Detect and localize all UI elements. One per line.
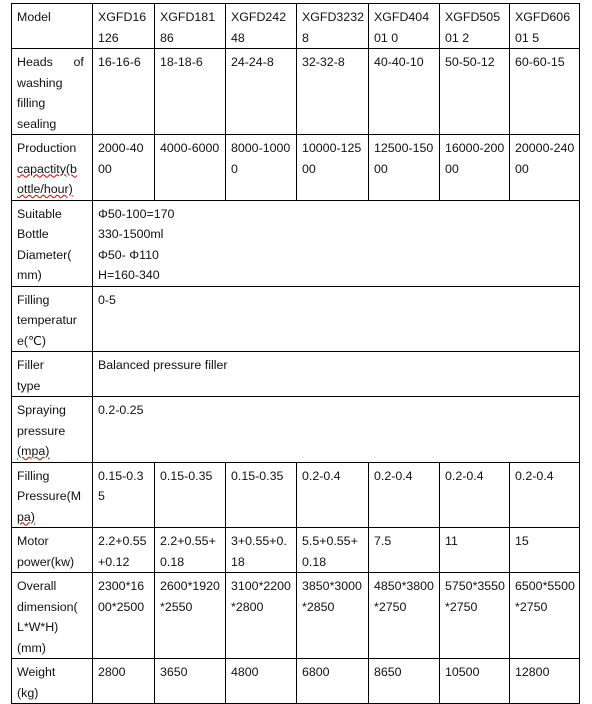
row-label <box>12 397 93 463</box>
label-line: e(℃) <box>17 333 47 348</box>
value-cell: 5.5+0.55+0.18 <box>297 528 369 573</box>
value-cell: 20000-24000 <box>510 135 580 201</box>
value-cell: 32-32-8 <box>297 49 369 135</box>
value-cell: 16-16-6 <box>93 49 155 135</box>
label-line: (kg) <box>17 685 39 700</box>
value-cell: 12500-15000 <box>369 135 440 201</box>
value-cell: 11 <box>440 528 510 573</box>
overall-dimension-row <box>12 573 580 659</box>
value-line: Φ50- Φ110 <box>98 247 159 262</box>
filling-temperature-row <box>12 286 580 352</box>
label-line: filling <box>17 96 46 110</box>
value-cell: 6800 <box>297 659 369 704</box>
value-cell: 60-60-15 <box>510 49 580 135</box>
value-cell: 15 <box>510 528 580 573</box>
value-cell: 2000-4000 <box>93 135 155 201</box>
label-line: Production <box>17 141 77 155</box>
value-cell: 8000-10000 <box>226 135 297 201</box>
value-cell: 10000-12500 <box>297 135 369 201</box>
value-line: H=160-340 <box>98 268 160 282</box>
row-label <box>12 352 93 397</box>
value-line: Φ50-100=170 <box>98 206 175 221</box>
value-cell: 50-50-12 <box>440 49 510 135</box>
value-cell: 0.15-0.35 <box>226 462 297 528</box>
value-cell: 7.5 <box>369 528 440 573</box>
heads-row <box>12 49 580 135</box>
row-label <box>12 286 93 352</box>
row-label <box>12 659 93 704</box>
specification-table <box>11 3 580 704</box>
label-line: Suitable <box>17 206 62 221</box>
label-line: capactity(b <box>17 161 77 176</box>
value-cell: 12800 <box>510 659 580 704</box>
model-cell: XGFD60601 5 <box>510 4 580 49</box>
value-cell: 10500 <box>440 659 510 704</box>
value-cell: 0.2-0.25 <box>93 397 580 463</box>
label-line: (mm) <box>17 640 46 655</box>
label-line: sealing <box>17 116 57 131</box>
model-cell: XGFD32328 <box>297 4 369 49</box>
label-line: Heads of <box>17 55 84 69</box>
value-cell: 0-5 <box>93 286 580 352</box>
label-line: Filler <box>17 358 44 372</box>
label-line: dimension( <box>17 599 78 614</box>
label-line: Bottle <box>17 227 49 241</box>
value-cell: 0.15-0.35 <box>93 462 155 528</box>
label-line: washing <box>17 75 63 90</box>
value-cell: 3100*2200*2800 <box>226 573 297 659</box>
label-line: (mpa) <box>17 444 50 458</box>
value-cell: 0.2-0.4 <box>440 462 510 528</box>
label-line: Weight <box>17 665 56 679</box>
label-line: pa) <box>17 509 35 524</box>
row-label <box>12 49 93 135</box>
motor-power-row <box>12 528 580 573</box>
label-line: Overall <box>17 579 57 593</box>
value-cell: 0.15-0.35 <box>155 462 226 528</box>
label-line: L*W*H) <box>17 620 59 634</box>
row-label <box>12 462 93 528</box>
value-cell: 3+0.55+0.18 <box>226 528 297 573</box>
label-line: Spraying <box>17 403 66 417</box>
value-cell: 3850*3000*2850 <box>297 573 369 659</box>
label-line: Filling <box>17 292 50 307</box>
label-line: mm) <box>17 268 42 282</box>
value-cell: 40-40-10 <box>369 49 440 135</box>
value-cell: 2800 <box>93 659 155 704</box>
model-cell: XGFD24248 <box>226 4 297 49</box>
spraying-pressure-row <box>12 397 580 463</box>
label-line: type <box>17 378 41 393</box>
value-cell <box>93 200 580 286</box>
model-cell: XGFD16126 <box>93 4 155 49</box>
model-row <box>12 4 580 49</box>
model-cell: XGFD50501 2 <box>440 4 510 49</box>
label-line: Diameter( <box>17 247 72 262</box>
value-line: 330-1500ml <box>98 227 164 241</box>
value-cell: 0.2-0.4 <box>297 462 369 528</box>
label-line: power(kw) <box>17 554 75 569</box>
label-line: Filling <box>17 468 50 483</box>
value-cell: 16000-20000 <box>440 135 510 201</box>
value-cell: 2600*1920*2550 <box>155 573 226 659</box>
row-label: Model <box>12 4 93 49</box>
value-cell: 24-24-8 <box>226 49 297 135</box>
value-cell: 4000-6000 <box>155 135 226 201</box>
value-cell: 0.2-0.4 <box>510 462 580 528</box>
value-cell: 4850*3800*2750 <box>369 573 440 659</box>
row-label <box>12 200 93 286</box>
label-line: ottle/hour) <box>17 182 73 196</box>
value-cell: 8650 <box>369 659 440 704</box>
production-row <box>12 135 580 201</box>
row-label <box>12 528 93 573</box>
filler-type-row <box>12 352 580 397</box>
model-cell: XGFD40401 0 <box>369 4 440 49</box>
value-cell: 2.2+0.55+0.12 <box>93 528 155 573</box>
value-cell: 5750*3550*2750 <box>440 573 510 659</box>
bottle-diameter-row <box>12 200 580 286</box>
label-line: Motor <box>17 534 49 548</box>
filling-pressure-row <box>12 462 580 528</box>
value-cell: 2300*1600*2500 <box>93 573 155 659</box>
label-line: pressure <box>17 423 66 438</box>
row-label <box>12 573 93 659</box>
value-cell: 4800 <box>226 659 297 704</box>
value-cell: 18-18-6 <box>155 49 226 135</box>
weight-row <box>12 659 580 704</box>
value-cell: 0.2-0.4 <box>369 462 440 528</box>
label-line: temperatur <box>17 313 77 327</box>
value-cell: 6500*5500*2750 <box>510 573 580 659</box>
model-cell: XGFD18186 <box>155 4 226 49</box>
label-line: Pressure(M <box>17 489 82 503</box>
value-cell: 3650 <box>155 659 226 704</box>
value-cell: 2.2+0.55+0.18 <box>155 528 226 573</box>
row-label <box>12 135 93 201</box>
value-cell: Balanced pressure filler <box>93 352 580 397</box>
